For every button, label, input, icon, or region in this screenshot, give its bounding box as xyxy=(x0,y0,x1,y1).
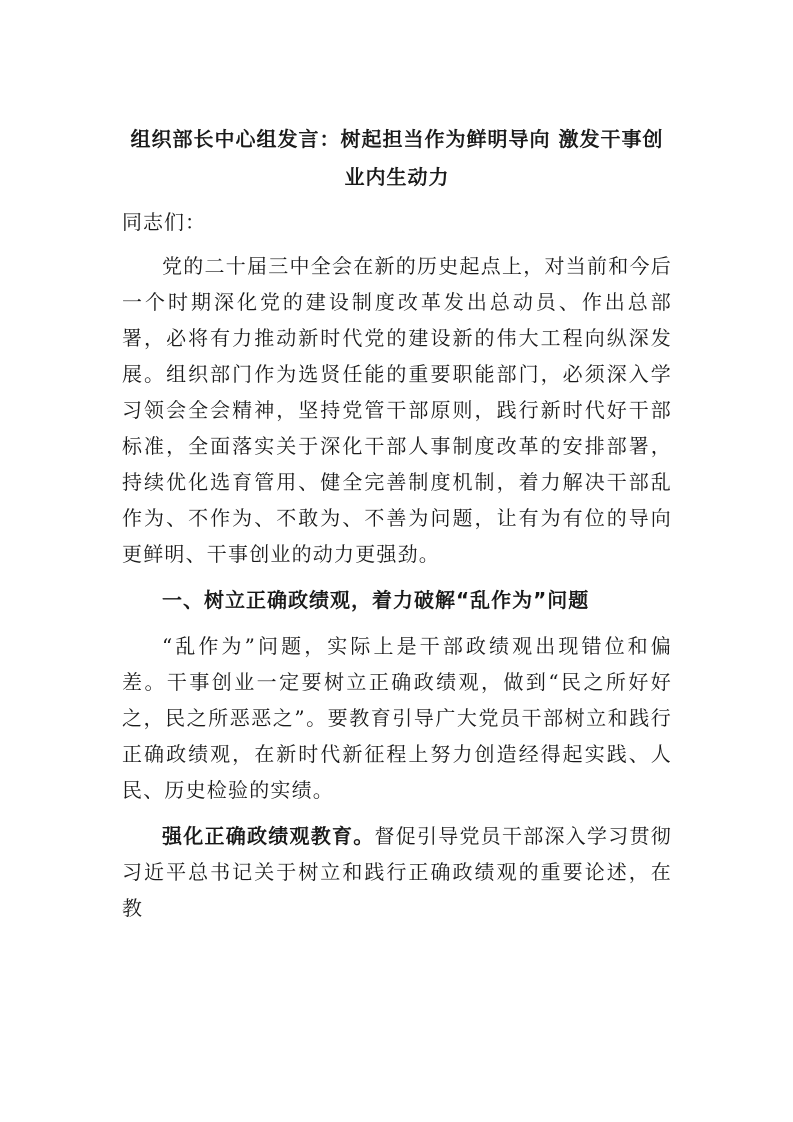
section-1-point-1 xyxy=(122,818,672,926)
point-1-body: 督促引导党员干部深入学习贯彻习近平总书记关于树立和践行正确政绩观的重要论述，在教 xyxy=(122,824,673,920)
document-body xyxy=(122,120,672,936)
salutation: 同志们： xyxy=(122,210,206,234)
document-title: 组织部长中心组发言：树起担当作为鲜明导向 激发干事创业内生动力 xyxy=(130,127,664,189)
intro-paragraph: 党的二十届三中全会在新的历史起点上，对当前和今后一个时期深化党的建设制度改革发出总动员、作出总部署，必将有力推动新时代党的建设新的伟大工程向纵深发展。组织部门作为选贤任能的重要职能部门，必须深入学习领会全会精神，坚持党管干部原则，践行新时代好干部标准，全面落实关于深化干部人事制度改革的安排部署，持续优化选育管用、健全完善制度机制，着力解决干部乱作为、不作为、不敢为、不善为问题，让有为有位的导向更鲜明、干事创业的动力更强劲。 xyxy=(122,254,672,566)
point-1-lead: 强化正确政绩观教育。 xyxy=(162,824,375,848)
section-heading-1: 一、树立正确政绩观，着力破解“乱作为”问题 xyxy=(162,588,590,612)
section-1-paragraph: “乱作为”问题，实际上是干部政绩观出现错位和偏差。干事创业一定要树立正确政绩观，做到“民之所好好之，民之所恶恶之”。要教育引导广大党员干部树立和践行正确政绩观，在新时代新征程上努力创造经得起实践、人民、历史检验的实绩。 xyxy=(122,634,672,802)
